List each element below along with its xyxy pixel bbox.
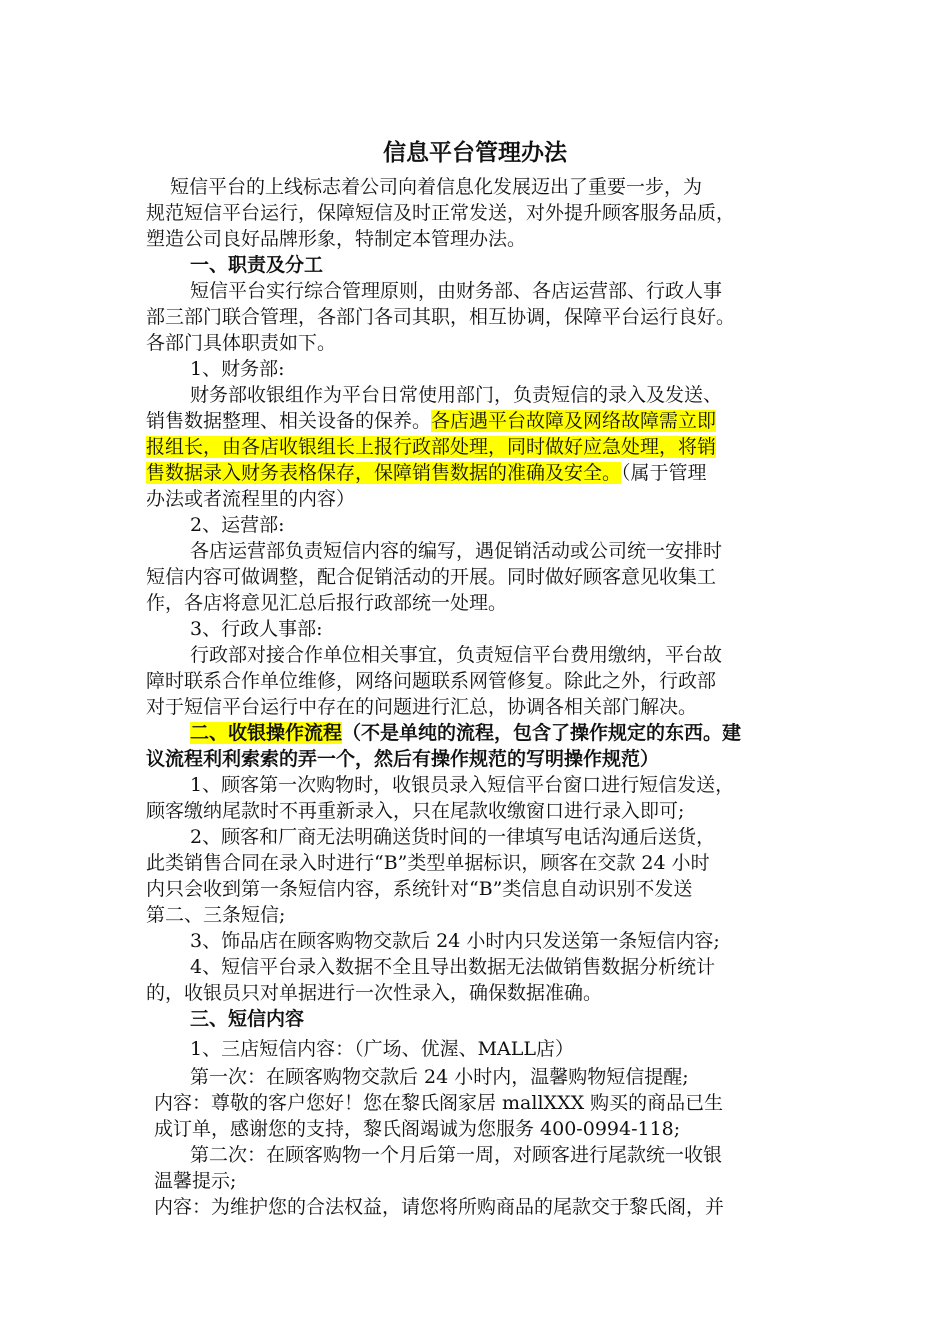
intro-line-3: 塑造公司良好品牌形象，特制定本管理办法。 [146,228,527,250]
cashier-line-3: 2、顾客和厂商无法明确送货时间的一律填写电话沟通后送货， [190,826,716,848]
intro-line-2: 规范短信平台运行，保障短信及时正常发送，对外提升顾客服务品质， [146,202,736,224]
finance-line-1: 财务部收银组作为平台日常使用部门，负责短信的录入及发送、 [190,384,723,406]
section-heading-cashier [190,720,741,746]
sms-line-2: 第一次：在顾客购物交款后 24 小时内，温馨购物短信提醒; [190,1066,689,1088]
operations-line-2: 短信内容可做调整，配合促销活动的开展。同时做好顾客意见收集工 [146,566,717,588]
admin-line-1: 行政部对接合作单位相关事宜，负责短信平台费用缴纳，平台故 [190,644,723,666]
duties-line-3: 各部门具体职责如下。 [146,332,337,354]
operations-line-1: 各店运营部负责短信内容的编写，遇促销活动或公司统一安排时 [190,540,723,562]
cashier-line-7: 3、饰品店在顾客购物交款后 24 小时内只发送第一条短信内容; [190,930,720,952]
document-title: 信息平台管理办法 [383,140,567,166]
duties-line-2: 部三部门联合管理，各部门各司其职，相互协调，保障平台运行良好。 [146,306,736,328]
highlighted-text: 报组长，由各店收银组长上报行政部处理，同时做好应急处理，将销 [146,436,717,458]
intro-line-1: 短信平台的上线标志着公司向着信息化发展迈出了重要一步，为 [170,176,703,198]
admin-line-2: 障时联系合作单位维修，网络问题联系网管修复。除此之外，行政部 [146,670,717,692]
finance-line-4 [146,460,707,486]
cashier-line-9: 的，收银员只对单据进行一次性录入，确保数据准确。 [146,982,603,1004]
cashier-heading-note: （不是单纯的流程，包含了操作规定的东西。建 [342,722,742,744]
admin-line-3: 对于短信平台运行中存在的问题进行汇总，协调各相关部门解决。 [146,696,698,718]
sms-line-4: 成订单，感谢您的支持，黎氏阁竭诚为您服务 400-0994-118; [154,1118,681,1140]
cashier-line-5: 内只会收到第一条短信内容，系统针对“B”类信息自动识别不发送 [146,878,693,900]
cashier-line-6: 第二、三条短信; [146,904,286,926]
highlighted-heading: 二、收银操作流程 [190,722,343,744]
section-heading-sms: 三、短信内容 [190,1008,305,1030]
sms-line-5: 第二次：在顾客购物一个月后第一周，对顾客进行尾款统一收银 [190,1144,723,1166]
operations-heading: 2、运营部: [190,514,285,536]
admin-heading: 3、行政人事部: [190,618,323,640]
section-heading-duties: 一、职责及分工 [190,254,324,276]
cashier-line-2: 顾客缴纳尾款时不再重新录入，只在尾款收缴窗口进行录入即可; [146,800,685,822]
finance-line-2 [146,408,716,434]
sms-line-7: 内容：为维护您的合法权益，请您将所购商品的尾款交于黎氏阁，并 [154,1196,725,1218]
operations-line-3: 作，各店将意见汇总后报行政部统一处理。 [146,592,508,614]
highlighted-text: 售数据录入财务表格保存，保障销售数据的准确及安全。 [146,462,622,484]
sms-line-1: 1、三店短信内容：（广场、优渥、MALL店） [190,1038,574,1060]
cashier-line-4: 此类销售合同在录入时进行“B”类型单据标识，顾客在交款 24 小时 [146,852,710,874]
sms-line-6: 温馨提示; [154,1170,237,1192]
cashier-line-8: 4、短信平台录入数据不全且导出数据无法做销售数据分析统计 [190,956,716,978]
duties-line-1: 短信平台实行综合管理原则，由财务部、各店运营部、行政人事 [190,280,723,302]
sms-line-3: 内容：尊敬的客户您好！您在黎氏阁家居 mallXXX 购买的商品已生 [154,1092,724,1114]
cashier-heading-note-line-2: 议流程利利索索的弄一个，然后有操作规范的写明操作规范） [146,748,660,770]
finance-line-2-text: 销售数据整理、相关设备的保养。 [146,410,432,432]
highlighted-text: 各店遇平台故障及网络故障需立即 [431,410,717,432]
finance-line-4-note: （属于管理 [621,462,707,484]
finance-line-3 [146,434,716,460]
cashier-line-1: 1、顾客第一次购物时，收银员录入短信平台窗口进行短信发送， [190,774,735,796]
finance-heading: 1、财务部: [190,358,285,380]
finance-line-5: 办法或者流程里的内容） [146,488,356,510]
